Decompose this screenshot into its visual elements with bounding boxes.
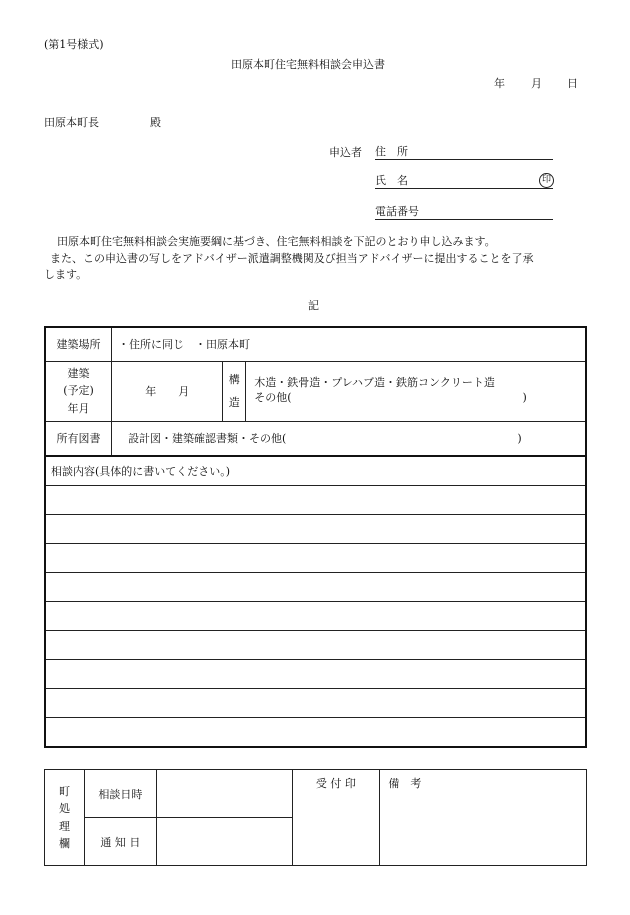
office-label-4: 欄 bbox=[58, 836, 70, 850]
office-use-label bbox=[45, 770, 85, 866]
office-use-table bbox=[44, 769, 587, 866]
built-label-3: 年月 bbox=[67, 401, 90, 415]
consult-datetime-label: 相談日時 bbox=[84, 770, 156, 818]
structure-line-2: その他( ) bbox=[254, 391, 527, 404]
built-date-value[interactable]: 年 月 bbox=[112, 361, 223, 421]
consult-line[interactable] bbox=[45, 572, 586, 601]
addressee-name: 田原本町長 bbox=[44, 116, 99, 129]
receipt-stamp-label: 受 付 印 bbox=[315, 777, 356, 790]
office-label-2: 処 bbox=[58, 802, 70, 816]
built-date-label bbox=[45, 361, 112, 421]
office-label-3: 理 bbox=[58, 819, 70, 833]
built-label-2: (予定) bbox=[63, 384, 94, 398]
address-label: 住 所 bbox=[375, 145, 408, 158]
consult-line[interactable] bbox=[45, 485, 586, 514]
site-label: 建築場所 bbox=[45, 327, 112, 361]
site-value[interactable]: ・住所に同じ ・田原本町 bbox=[112, 327, 586, 361]
body-paragraph-2-cont: します。 bbox=[44, 268, 88, 281]
date-year: 年 bbox=[494, 77, 505, 90]
applicant-label: 申込者 bbox=[329, 146, 362, 159]
date-month: 月 bbox=[531, 77, 542, 90]
drawings-label: 所有図書 bbox=[45, 421, 112, 456]
body-paragraph-1: 田原本町住宅無料相談会実施要綱に基づき、住宅無料相談を下記のとおり申し込みます。 bbox=[57, 235, 496, 248]
remarks-box[interactable] bbox=[380, 770, 587, 866]
date-day: 日 bbox=[567, 77, 578, 90]
consult-line[interactable] bbox=[45, 514, 586, 543]
drawings-value[interactable]: 設計図・建築確認書類・その他( ) bbox=[112, 421, 586, 456]
structure-label bbox=[223, 361, 246, 421]
consult-datetime-value[interactable] bbox=[156, 770, 292, 818]
receipt-stamp-box[interactable] bbox=[292, 770, 380, 866]
ki-heading: 記 bbox=[308, 299, 319, 312]
form-title: 田原本町住宅無料相談会申込書 bbox=[231, 58, 385, 71]
consult-content-label: 相談内容(具体的に書いてください。) bbox=[45, 456, 586, 485]
name-field[interactable] bbox=[375, 174, 553, 189]
notice-date-label: 通 知 日 bbox=[84, 818, 156, 866]
application-table bbox=[44, 326, 587, 748]
office-label-1: 町 bbox=[58, 785, 70, 799]
form-number: (第1号様式) bbox=[44, 38, 104, 51]
structure-line-1: 木造・鉄骨造・プレハブ造・鉄筋コンクリート造 bbox=[254, 376, 495, 390]
seal-mark: 印 bbox=[539, 173, 554, 188]
structure-label-2: 造 bbox=[228, 396, 240, 409]
built-label-1: 建築 bbox=[67, 367, 90, 381]
consult-line[interactable] bbox=[45, 601, 586, 630]
consult-line[interactable] bbox=[45, 630, 586, 659]
addressee-honorific: 殿 bbox=[150, 116, 161, 129]
consult-line[interactable] bbox=[45, 717, 586, 747]
phone-label: 電話番号 bbox=[375, 205, 419, 218]
consult-line[interactable] bbox=[45, 659, 586, 688]
structure-label-1: 構 bbox=[228, 372, 240, 386]
consult-line[interactable] bbox=[45, 688, 586, 717]
body-paragraph-2: また、この申込書の写しをアドバイザー派遣調整機関及び担当アドバイザーに提出することを了承 bbox=[50, 252, 534, 265]
remarks-label: 備 考 bbox=[388, 777, 422, 790]
phone-field[interactable] bbox=[375, 205, 553, 220]
address-field[interactable] bbox=[375, 145, 553, 160]
structure-options[interactable] bbox=[246, 361, 586, 421]
notice-date-value[interactable] bbox=[156, 818, 292, 866]
consult-line[interactable] bbox=[45, 543, 586, 572]
name-label: 氏 名 bbox=[375, 174, 408, 187]
